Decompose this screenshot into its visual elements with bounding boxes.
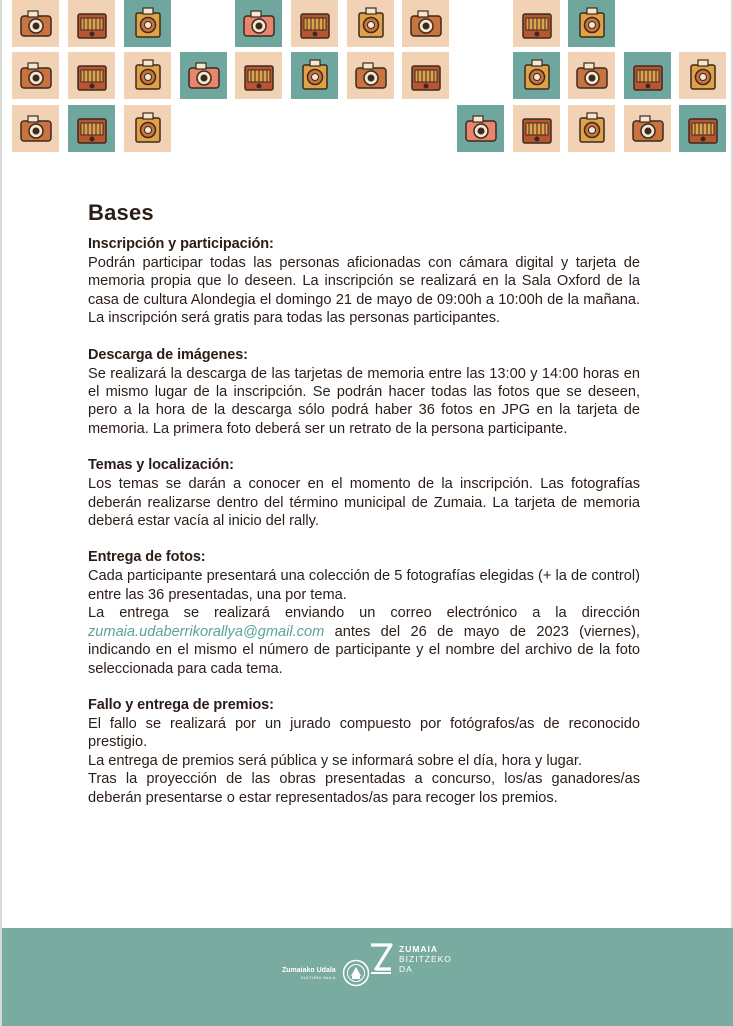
retro-camera-icon (16, 56, 56, 96)
section-entrega (88, 549, 640, 677)
retro-camera-icon (295, 4, 335, 44)
retro-camera-icon (72, 56, 112, 96)
retro-camera-icon (461, 109, 501, 149)
udala-sub: KULTURA SAILA (301, 974, 336, 980)
retro-camera-icon (128, 109, 168, 149)
camera-tile (235, 52, 282, 99)
section-paragraph: Se realizará la descarga de las tarjetas de memoria entre las 13:00 y 14:00 horas en el mismo lugar de la inscripción. Se podrán hacer todas las fotos que se deseen, pero a la hora de la descarga sólo podrá haber 36 fotos en JPG en la tarjeta de memoria. La primera foto deberá ser un retrato de la persona participante. (88, 365, 640, 437)
camera-tile (291, 0, 338, 47)
camera-tile (679, 52, 726, 99)
section-paragraph: Cada participante presentará una colección de 5 fotografías elegidas (+ la de control) entre las 36 presentadas, una por tema. (88, 568, 640, 603)
retro-camera-icon (239, 4, 279, 44)
document-body (88, 200, 640, 826)
retro-camera-icon (683, 56, 723, 96)
section-heading: Entrega de fotos: (88, 549, 206, 566)
camera-tile (624, 105, 671, 152)
camera-tile (124, 52, 171, 99)
zumaia-brand-logo (368, 942, 452, 976)
camera-tile (12, 52, 59, 99)
page-title: Bases (88, 200, 154, 225)
section-paragraph: Podrán participar todas las personas aficionadas con cámara digital y tarjeta de memoria propia que lo deseen. La inscripción se realizará en la Sala Oxford de la casa de cultura Alondegia el domingo 21 de mayo de 09:00h a 10:00h de la mañana. La inscripción será gratis para todas las personas participantes. (88, 255, 640, 327)
text-run: La entrega se realizará enviando un correo electrónico a la dirección (88, 605, 640, 622)
retro-camera-icon (239, 56, 279, 96)
camera-tile (291, 52, 338, 99)
section-temas (88, 457, 640, 530)
retro-camera-icon (517, 56, 557, 96)
retro-camera-icon (128, 56, 168, 96)
retro-camera-icon (517, 4, 557, 44)
udala-name: Zumaiako Udala (282, 966, 336, 974)
retro-camera-icon (351, 4, 391, 44)
section-paragraph: El fallo se realizará por un jurado compuesto por fotógrafos/as de reconocido prestigio. (88, 715, 640, 751)
brand-line-1: ZUMAIA (399, 944, 439, 954)
camera-tile (180, 52, 227, 99)
camera-tile (347, 0, 394, 47)
udala-logo (282, 948, 370, 998)
retro-camera-icon (16, 4, 56, 44)
camera-tile (513, 0, 560, 47)
section-heading: Inscripción y participación: (88, 236, 274, 252)
camera-tile (68, 105, 115, 152)
camera-tile (513, 105, 560, 152)
section-fallo (88, 697, 640, 807)
retro-camera-icon (184, 56, 224, 96)
camera-tile (68, 0, 115, 47)
section-heading: Fallo y entrega de premios: (88, 696, 274, 713)
camera-tile (568, 52, 615, 99)
camera-tile (402, 52, 449, 99)
camera-tile (68, 52, 115, 99)
retro-camera-icon (72, 109, 112, 149)
retro-camera-icon (572, 56, 612, 96)
retro-camera-icon (517, 109, 557, 149)
retro-camera-icon (683, 109, 723, 149)
brand-line-2: BIZITZEKO (399, 954, 452, 964)
section-inscripcion (88, 236, 640, 328)
camera-tile (624, 52, 671, 99)
camera-tile (124, 105, 171, 152)
retro-camera-icon (351, 56, 391, 96)
camera-tile (12, 0, 59, 47)
footer-band (2, 928, 733, 1026)
camera-tile (347, 52, 394, 99)
camera-tile (457, 105, 504, 152)
retro-camera-icon (628, 109, 668, 149)
retro-camera-icon (295, 56, 335, 96)
section-paragraph: Tras la proyección de las obras presentadas a concurso, los/as ganadores/as deberán presentarse o estar representados/as para recoger los premios. (88, 771, 640, 806)
retro-camera-icon (406, 56, 446, 96)
retro-camera-icon (406, 4, 446, 44)
section-heading: Temas y localización: (88, 457, 234, 474)
camera-tile (12, 105, 59, 152)
text-run: antes del 26 de mayo de 2023 (viernes), indicando en el mismo el número de participante y el nombre del archivo de la foto seleccionada para cada tema. (88, 623, 640, 677)
camera-tile (235, 0, 282, 47)
section-descarga (88, 347, 640, 439)
retro-camera-icon (128, 4, 168, 44)
section-paragraph (88, 604, 640, 678)
retro-camera-icon (72, 4, 112, 44)
camera-tile (513, 52, 560, 99)
camera-tile (679, 105, 726, 152)
camera-tile (568, 105, 615, 152)
retro-camera-icon (572, 4, 612, 44)
brand-line-3: DA (399, 964, 413, 974)
z-logo-icon (368, 942, 394, 976)
retro-camera-icon (16, 109, 56, 149)
camera-tile (402, 0, 449, 47)
retro-camera-icon (628, 56, 668, 96)
section-heading: Descarga de imágenes: (88, 346, 248, 363)
section-paragraph: La entrega de premios será pública y se informará sobre el día, hora y lugar. (88, 752, 583, 769)
email-link[interactable]: zumaia.udaberrikorallya@gmail.com (88, 623, 325, 640)
section-paragraph: Los temas se darán a conocer en el momento de la inscripción. Las fotografías deberán realizarse dentro del término municipal de Zumaia. La tarjeta de memoria deberá estar vacía al inicio del rally. (88, 476, 640, 530)
camera-tile (568, 0, 615, 47)
camera-tile (124, 0, 171, 47)
seal-icon (342, 959, 370, 987)
retro-camera-icon (572, 109, 612, 149)
